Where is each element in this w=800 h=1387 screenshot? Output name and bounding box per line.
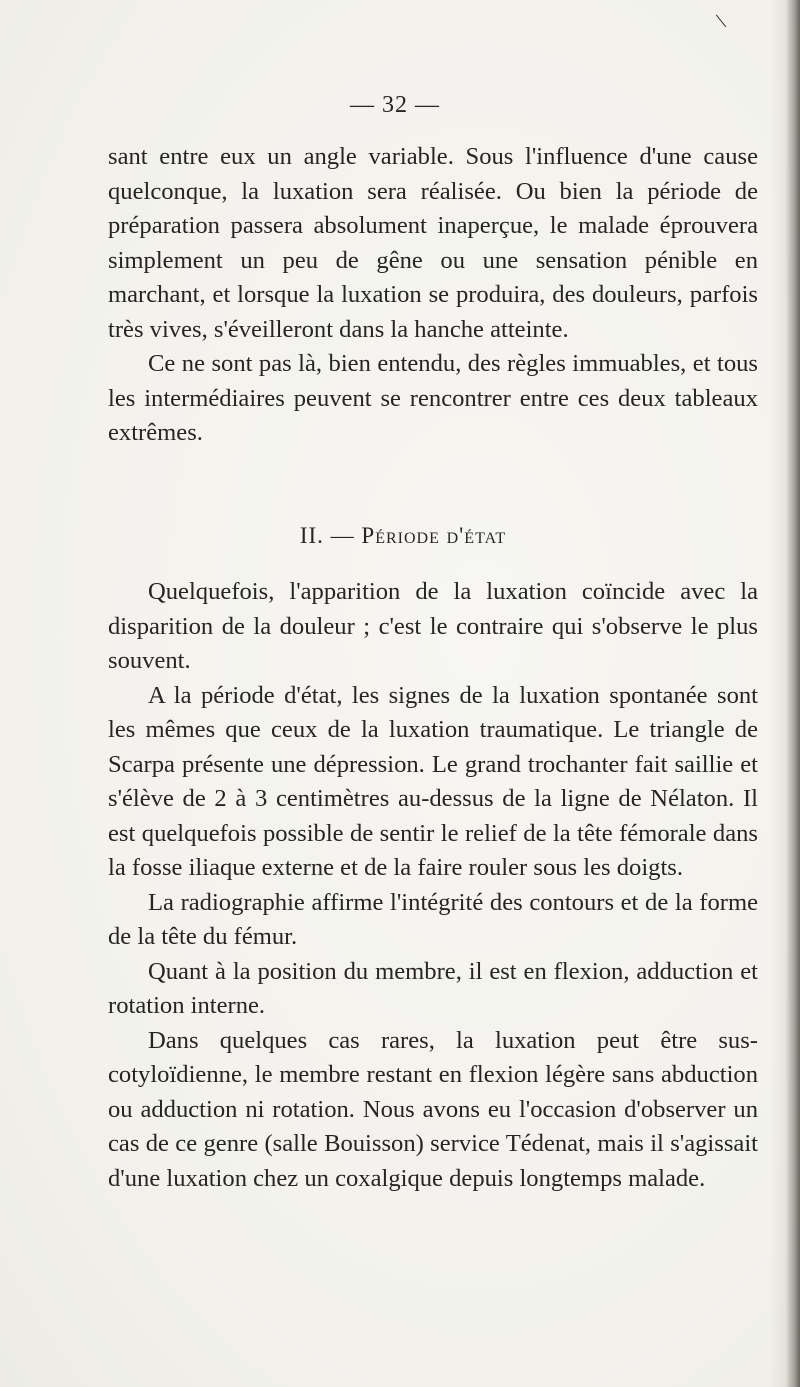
corner-mark: \ bbox=[713, 7, 729, 34]
section-heading: II. — Période d'état bbox=[299, 522, 507, 548]
paragraph: Quelquefois, l'apparition de la luxation coïncide avec la disparition de la douleur ; c'est le contraire qui s'observe le plus souvent. bbox=[108, 578, 758, 674]
paragraph-continuation: sant entre eux un angle variable. Sous l'influence d'une cause quelconque, la luxation sera réalisée. Ou bien la période de préparation passera absolument inaperçue, le malade éprouvera simplement un peu de gêne ou une sensation pénible en marchant, et lorsque la luxation se produira, des douleurs, parfois très vives, s'éveilleront dans la hanche atteinte. bbox=[108, 143, 758, 343]
page-edge-shadow bbox=[786, 0, 800, 1387]
paragraph: La radiographie affirme l'intégrité des contours et de la forme de la tête du fémur. bbox=[108, 888, 758, 950]
body-text bbox=[108, 140, 758, 1196]
paragraph: Ce ne sont pas là, bien entendu, des règles immuables, et tous les intermédiaires peuvent se rencontrer entre ces deux tableaux extrêmes. bbox=[108, 350, 758, 446]
paragraph: Dans quelques cas rares, la luxation peut être sus-cotyloïdienne, le membre restant en flexion légère sans abduction ou adduction ni rotation. Nous avons eu l'occasion d'observer un cas de ce genre (salle Bouisson) service Tédenat, mais il s'agissait d'une luxation chez un coxalgique depuis longtemps malade. bbox=[108, 1026, 758, 1192]
paragraph: Quant à la position du membre, il est en flexion, adduction et rotation interne. bbox=[108, 957, 758, 1019]
page-number: — 32 — bbox=[350, 92, 440, 118]
paragraph: A la période d'état, les signes de la luxation spontanée sont les mêmes que ceux de la luxation traumatique. Le triangle de Scarpa présente une dépression. Le grand trochanter fait saillie et s'élève de 2 à 3 centimètres au-dessus de la ligne de Nélaton. Il est quelquefois possible de sentir le relief de la tête fémorale dans la fosse iliaque externe et de la faire rouler sous les doigts. bbox=[108, 681, 758, 881]
